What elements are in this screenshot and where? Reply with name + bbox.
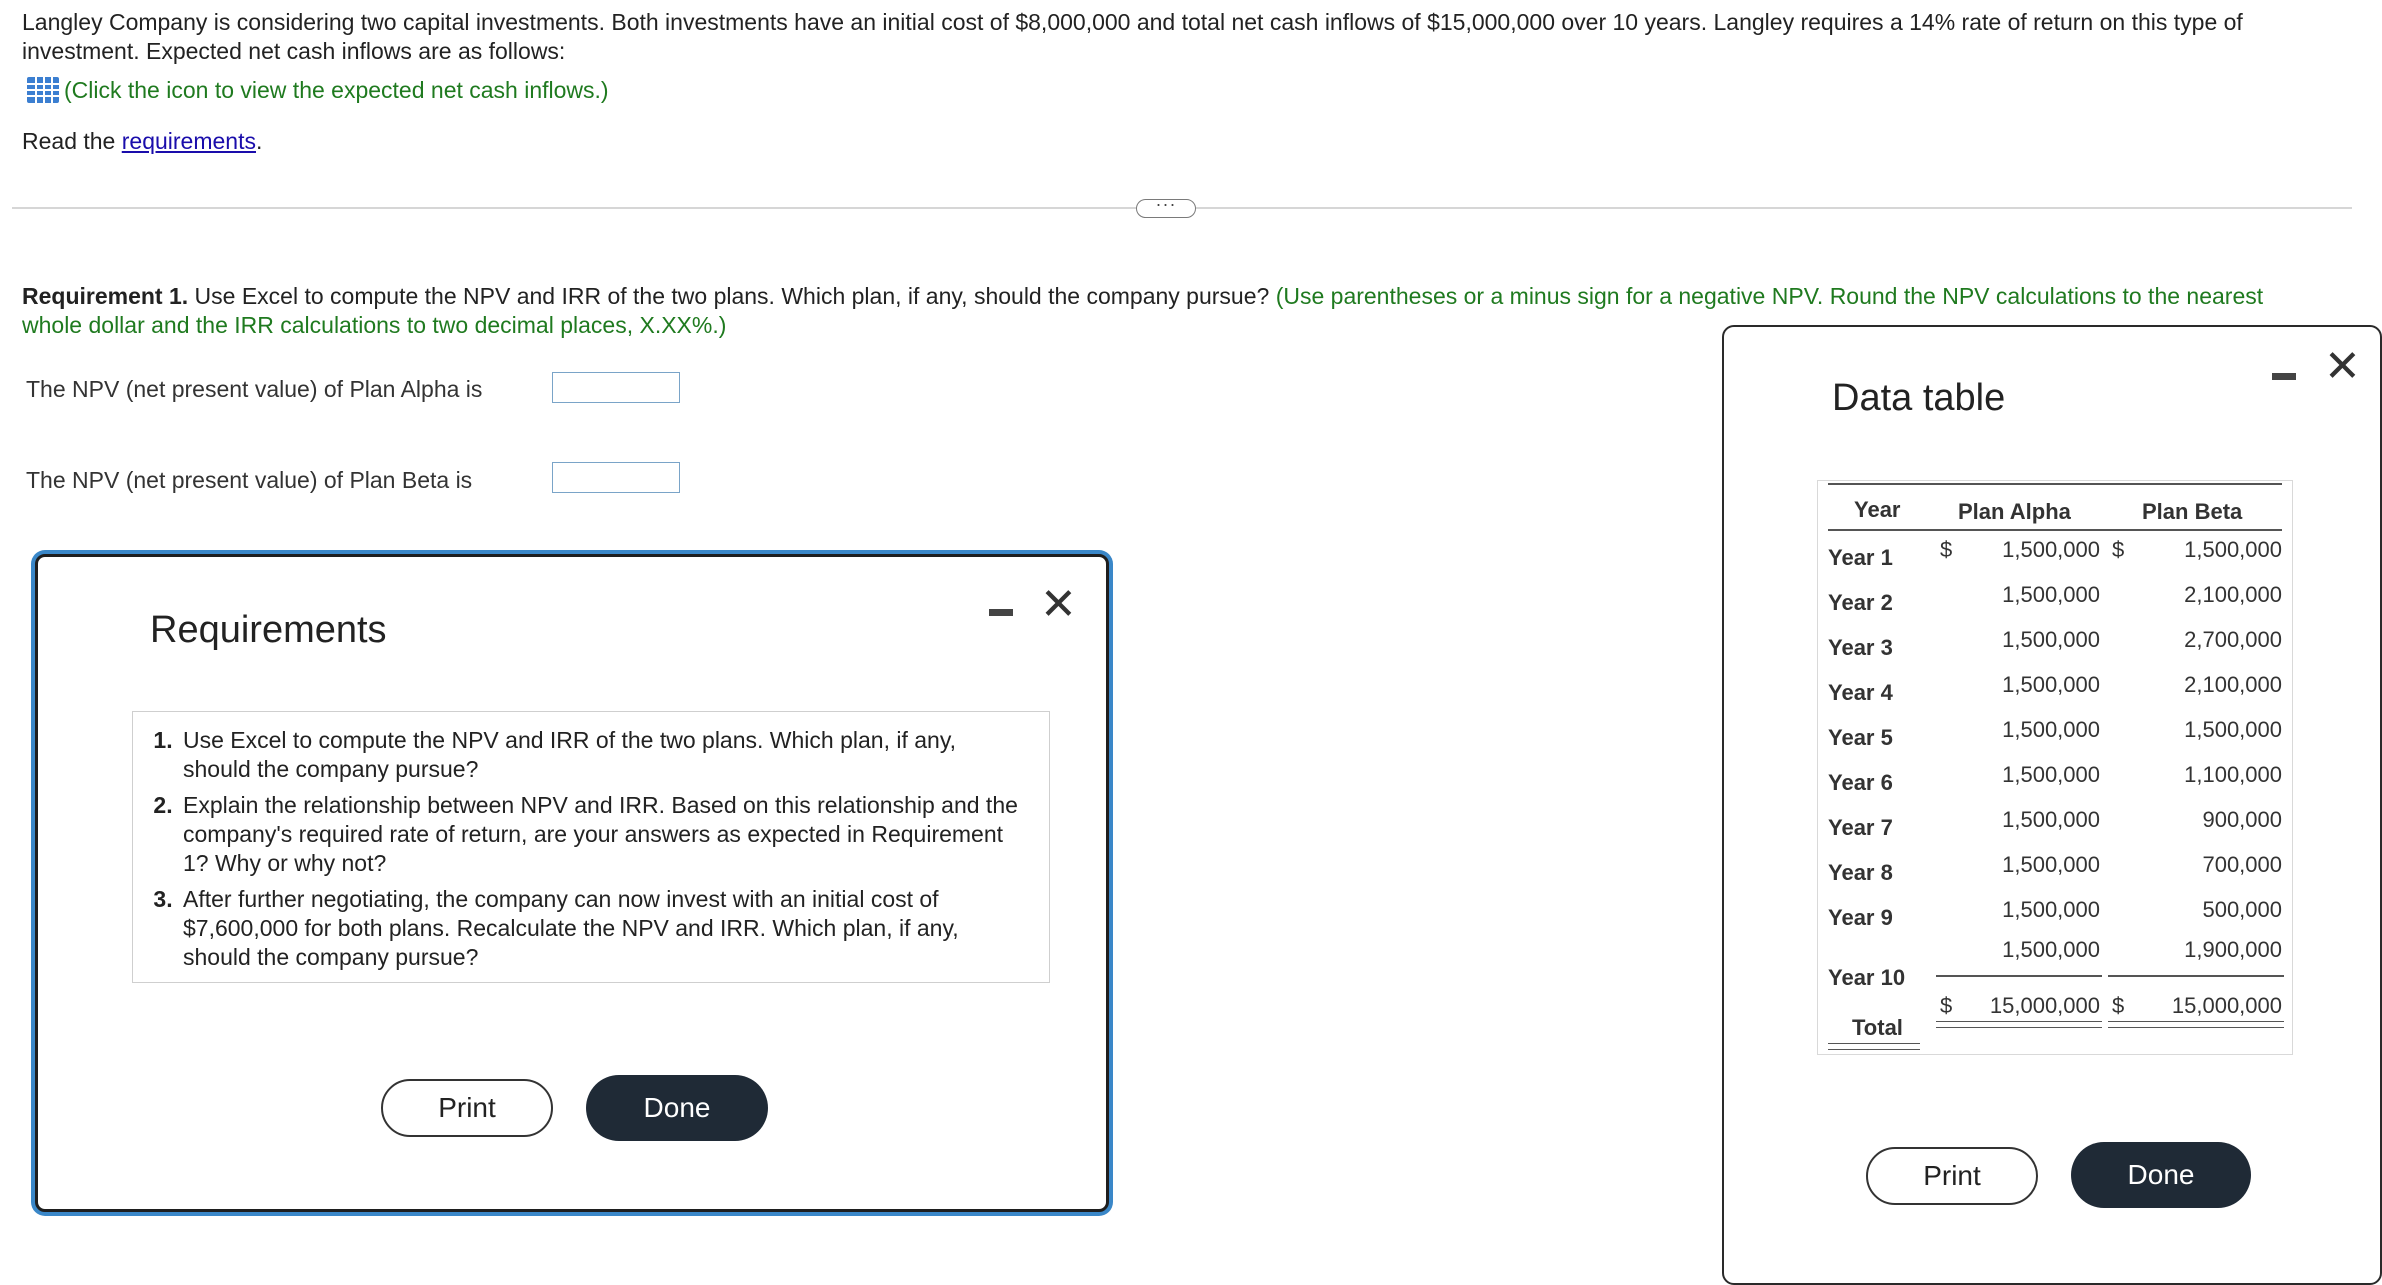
- total-beta: 15,000,000: [2171, 993, 2282, 1018]
- alpha-subtotal-rule: [1936, 975, 2102, 977]
- minimize-icon[interactable]: [2272, 373, 2296, 380]
- row-year: Year 8: [1828, 860, 1893, 885]
- cell-plan-alpha: 1,500,000: [2002, 717, 2100, 742]
- done-button[interactable]: Done: [586, 1075, 768, 1141]
- npv-beta-input[interactable]: [552, 462, 680, 493]
- row-year: Year 3: [1828, 635, 1893, 660]
- cell-plan-beta: 500,000: [2202, 897, 2282, 922]
- cell-plan-alpha: 1,500,000: [2002, 807, 2100, 832]
- row-year: Year 7: [1828, 815, 1893, 840]
- total-double-rule: [2108, 1021, 2284, 1028]
- header-plan-beta: Plan Beta: [2142, 499, 2243, 524]
- npv-beta-label: The NPV (net present value) of Plan Beta is: [26, 467, 473, 493]
- read-suffix: .: [255, 128, 263, 154]
- cell-plan-beta: 2,100,000: [2184, 672, 2282, 697]
- requirements-dialog: [35, 554, 1109, 1212]
- header-year: Year: [1854, 497, 1901, 522]
- cell-plan-beta: 900,000: [2202, 807, 2282, 832]
- read-prefix: Read the: [22, 128, 122, 154]
- total-beta-currency: $: [2112, 993, 2125, 1018]
- cell-plan-beta: 1,900,000: [2184, 937, 2282, 962]
- cell-plan-alpha: 1,500,000: [2002, 672, 2100, 697]
- row-year: Year 10: [1828, 965, 1906, 990]
- done-button[interactable]: Done: [2071, 1142, 2251, 1208]
- row-year: Year 2: [1828, 590, 1893, 615]
- requirement-item: 3. After further negotiating, the company can now invest with an initial cost of $7,600,000 for both plans. Recalculate the NPV and IRR. Which plan, if any, should the company pursue?: [179, 885, 1029, 972]
- beta-currency: $: [2112, 537, 2125, 562]
- requirement-item: 1. Use Excel to compute the NPV and IRR of the two plans. Which plan, if any, should the company pursue?: [179, 726, 1029, 784]
- requirements-dialog-title: Requirements: [150, 609, 387, 651]
- cell-plan-beta: 2,700,000: [2184, 627, 2282, 652]
- header-plan-alpha: Plan Alpha: [1958, 499, 2071, 524]
- total-alpha: 15,000,000: [1989, 993, 2100, 1018]
- row-year: Year 6: [1828, 770, 1893, 795]
- cell-plan-alpha: 1,500,000: [2002, 582, 2100, 607]
- npv-alpha-input[interactable]: [552, 372, 680, 403]
- cell-plan-beta: 2,100,000: [2184, 582, 2282, 607]
- row-year: Year 5: [1828, 725, 1893, 750]
- requirement-1-text: Use Excel to compute the NPV and IRR of the two plans. Which plan, if any, should the company pursue?: [188, 283, 1270, 309]
- requirements-list: [147, 726, 1029, 972]
- print-button[interactable]: Print: [381, 1079, 553, 1137]
- cell-plan-alpha: 1,500,000: [2002, 937, 2100, 962]
- close-icon[interactable]: ✕: [2324, 342, 2361, 391]
- row-year: Year 9: [1828, 905, 1893, 930]
- cash-inflows-table: [1817, 480, 2293, 1055]
- cell-plan-beta: 1,500,000: [2184, 717, 2282, 742]
- problem-text: Langley Company is considering two capital investments. Both investments have an initial cost of $8,000,000 and total net cash inflows of $15,000,000 over 10 years. Langley requires a 14% rate of return on this type of investment. Expected net cash inflows are as follows:: [22, 9, 2243, 64]
- cell-plan-alpha: 1,500,000: [2002, 762, 2100, 787]
- data-table-link-text[interactable]: (Click the icon to view the expected net cash inflows.): [64, 76, 609, 103]
- requirements-list-box: [132, 711, 1050, 983]
- total-label: Total: [1852, 1015, 1903, 1040]
- row-year: Year 4: [1828, 680, 1893, 705]
- row-year: Year 1: [1828, 545, 1893, 570]
- total-double-rule: [1936, 1021, 2102, 1028]
- data-table-dialog: [1722, 325, 2382, 1285]
- requirement-1-heading: Requirement 1.: [22, 283, 189, 309]
- requirement-item: 2. Explain the relationship between NPV and IRR. Based on this relationship and the company's required rate of return, are your answers as expected in Requirement 1? Why or why not?: [179, 791, 1029, 878]
- cell-plan-beta: 1,500,000: [2184, 537, 2282, 562]
- requirements-link[interactable]: requirements: [121, 128, 256, 154]
- beta-subtotal-rule: [2108, 975, 2284, 977]
- close-icon[interactable]: ✕: [1040, 580, 1077, 629]
- alpha-currency: $: [1940, 537, 1953, 562]
- problem-intro: [22, 8, 2312, 66]
- cell-plan-alpha: 1,500,000: [2002, 537, 2100, 562]
- header-underline: [1828, 529, 2282, 531]
- cell-plan-alpha: 1,500,000: [2002, 627, 2100, 652]
- data-table-link[interactable]: [26, 74, 609, 106]
- print-button[interactable]: Print: [1866, 1147, 2038, 1205]
- expand-button[interactable]: ···: [1136, 199, 1196, 218]
- minimize-icon[interactable]: [989, 609, 1013, 616]
- data-table-title: Data table: [1832, 377, 2006, 419]
- cell-plan-alpha: 1,500,000: [2002, 897, 2100, 922]
- table-top-rule: [1828, 483, 2282, 485]
- total-double-rule: [1828, 1043, 1920, 1050]
- spreadsheet-icon[interactable]: [26, 76, 60, 104]
- total-alpha-currency: $: [1940, 993, 1953, 1018]
- cell-plan-beta: 1,100,000: [2184, 762, 2282, 787]
- requirement-1-hint: (Use parentheses or a minus sign for a negative NPV. Round the NPV calculations to the nearest whole dollar and the IRR calculations to two decimal places, X.XX%.): [22, 283, 2264, 338]
- read-requirements: [22, 128, 262, 155]
- npv-alpha-label: The NPV (net present value) of Plan Alpha is: [26, 376, 483, 402]
- cell-plan-alpha: 1,500,000: [2002, 852, 2100, 877]
- cell-plan-beta: 700,000: [2202, 852, 2282, 877]
